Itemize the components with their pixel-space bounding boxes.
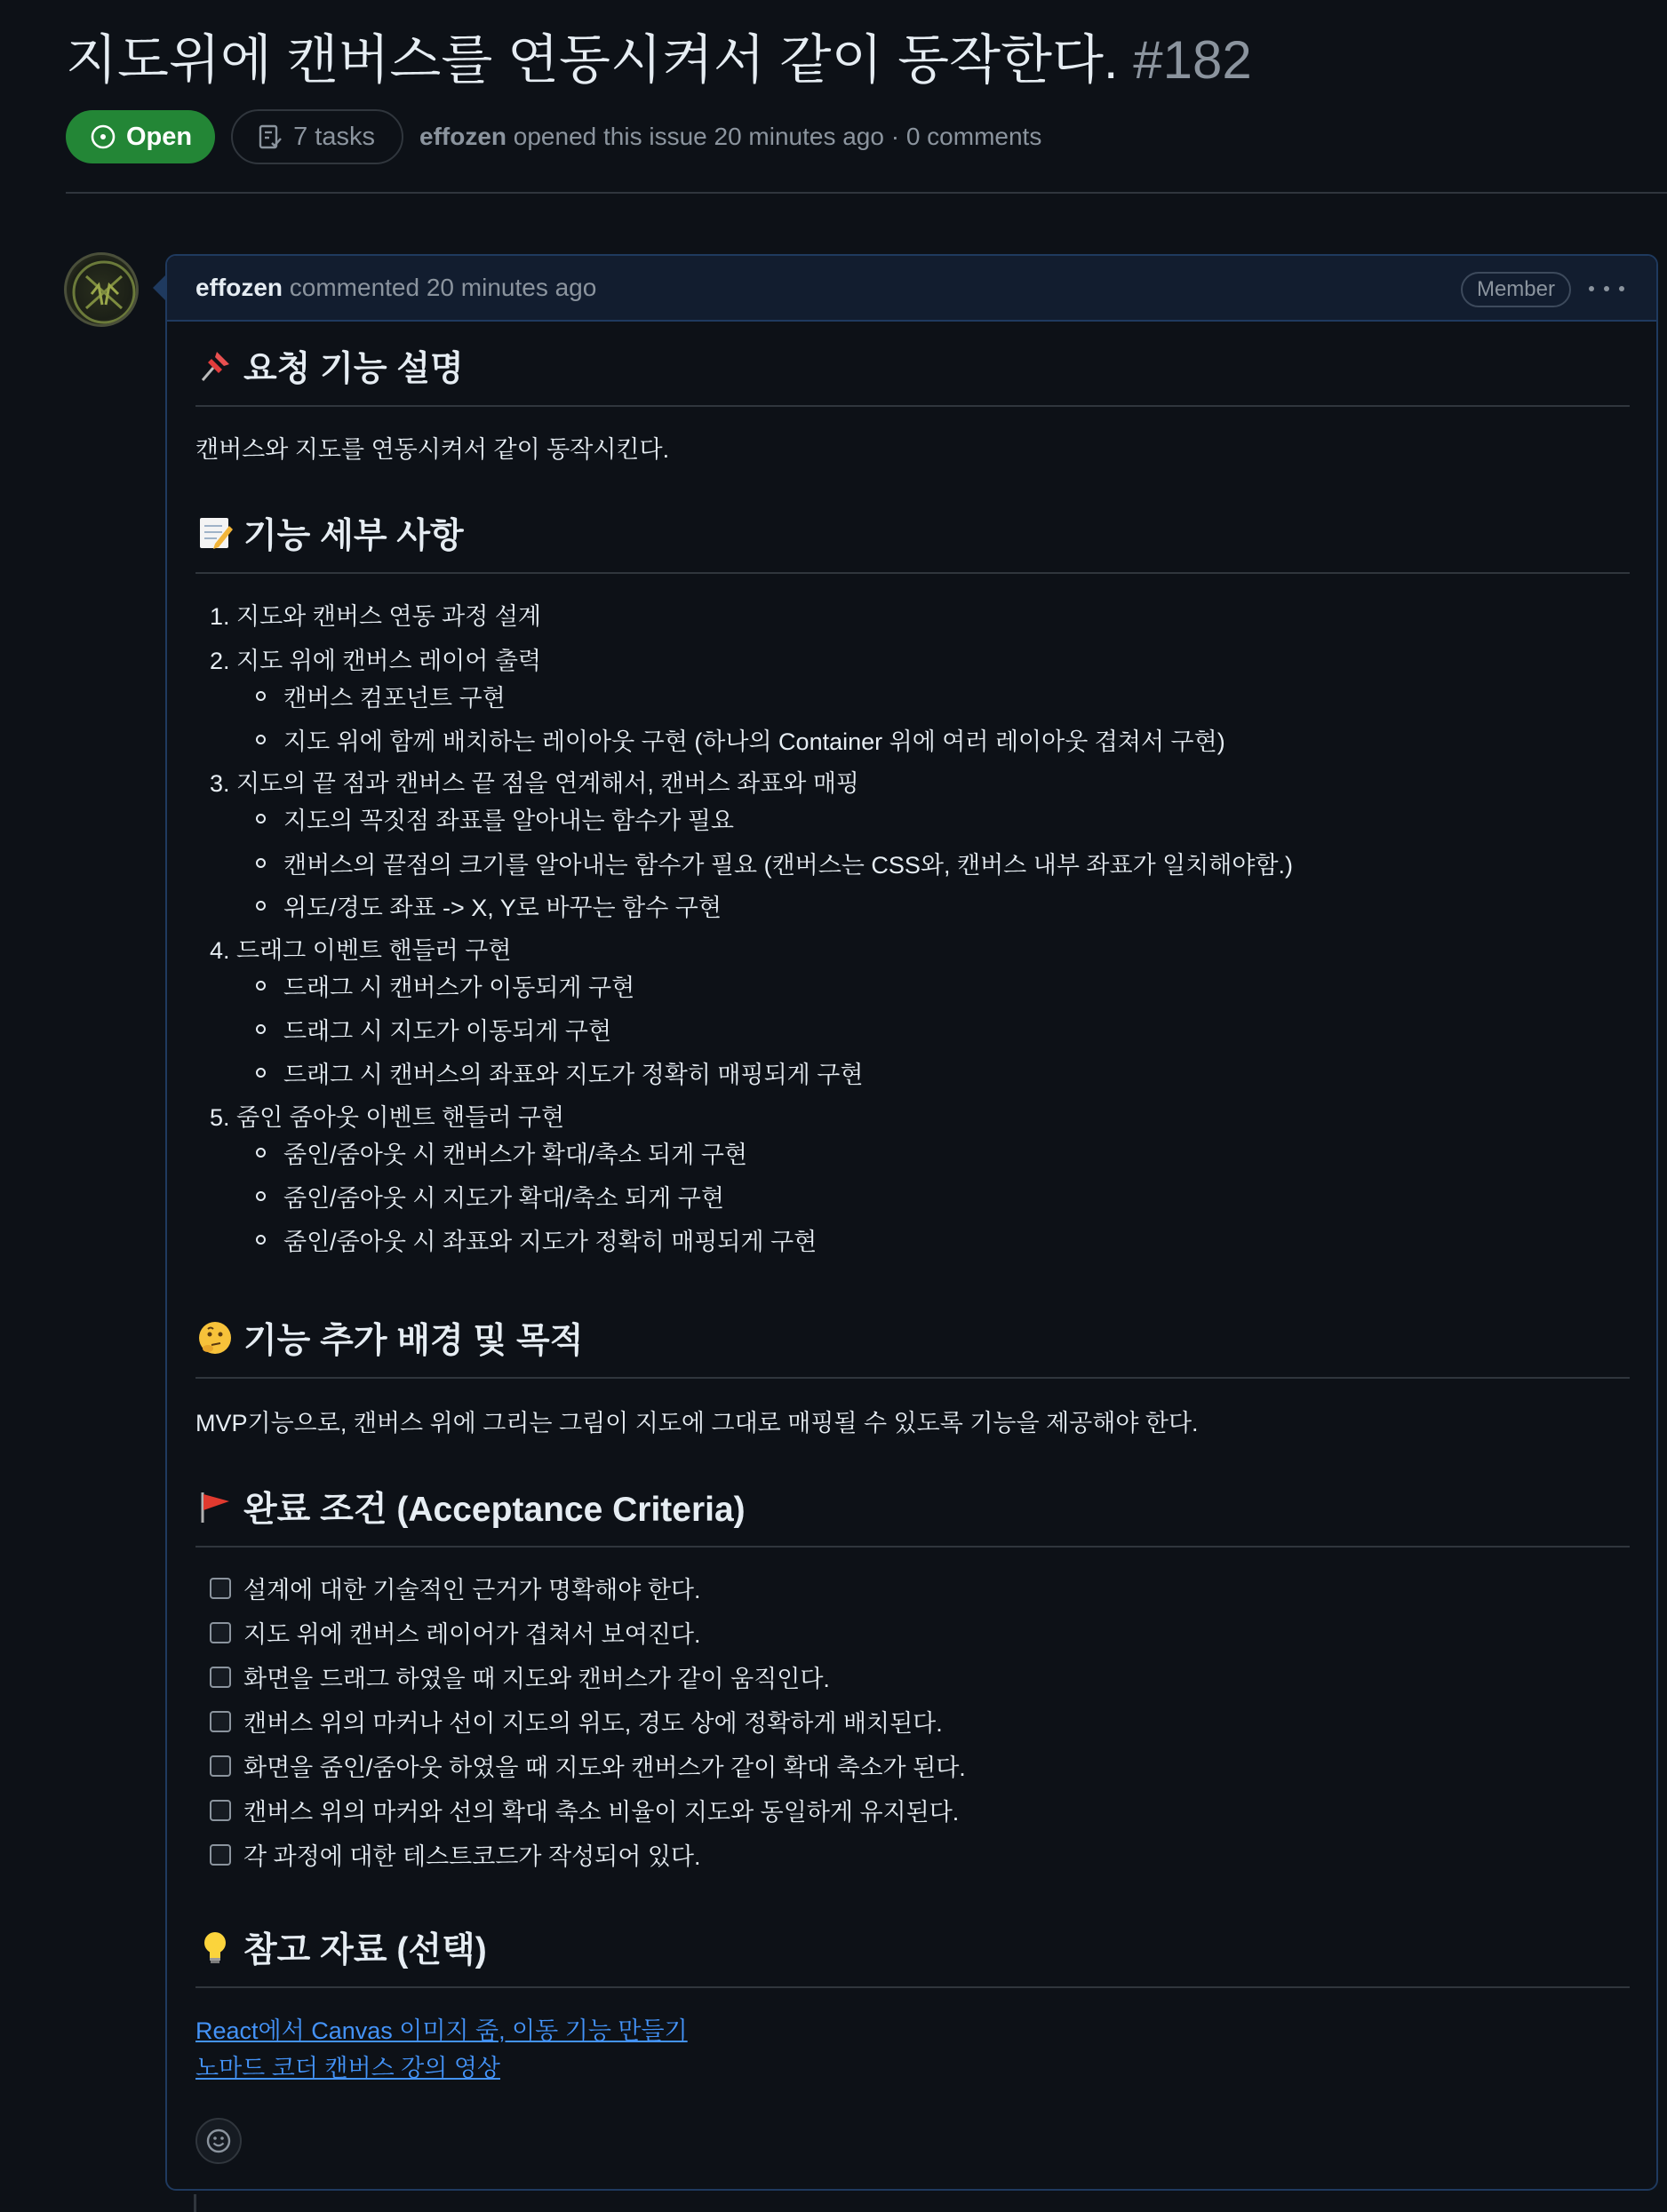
section-heading-background (195, 1313, 583, 1363)
avatar[interactable] (64, 252, 139, 327)
section-divider (195, 1377, 1630, 1379)
detail-subitem (256, 679, 506, 713)
task-list-item (210, 1748, 966, 1783)
issue-comment (165, 254, 1658, 2191)
detail-subitem-text: 줌인/줌아웃 시 지도가 확대/축소 되게 구현 (283, 1185, 724, 1212)
section-heading-details (195, 508, 464, 558)
comment-author-link[interactable]: effozen (195, 274, 283, 301)
section-heading-request (195, 341, 464, 391)
bullet-icon (256, 981, 266, 991)
section-heading-references-text: 참고 자료 (선택) (243, 1931, 487, 1969)
task-list-item (210, 1571, 700, 1605)
issue-title (66, 25, 1252, 96)
detail-subitem (256, 1135, 747, 1170)
bullet-icon (256, 735, 266, 744)
request-text: 캔버스와 지도를 연동시켜서 같이 동작시킨다. (195, 436, 670, 463)
comment-pointer (153, 275, 165, 300)
task-list-item (210, 1704, 943, 1739)
detail-subitem (256, 888, 722, 923)
task-text: 각 과정에 대한 테스트코드가 작성되어 있다. (243, 1843, 701, 1870)
bullet-icon (256, 858, 266, 868)
detail-subitem (256, 722, 1225, 757)
task-list-item (210, 1793, 959, 1827)
task-text: 캔버스 위의 마커나 선이 지도의 위도, 경도 상에 정확하게 배치된다. (243, 1710, 943, 1737)
task-checkbox[interactable] (210, 1844, 231, 1866)
light-bulb-icon (195, 1928, 235, 1967)
tasks-count: 7 tasks (293, 122, 375, 151)
detail-subitem (256, 968, 634, 1003)
kebab-dot-icon (1604, 286, 1609, 291)
timeline-line (194, 2194, 196, 2212)
task-list-item (210, 1615, 700, 1650)
detail-subitem-text: 지도 위에 함께 배치하는 레이아웃 구현 (하나의 Container 위에 여러 레이아웃 겹쳐서 구현) (283, 728, 1225, 755)
task-checkbox[interactable] (210, 1800, 231, 1821)
state-badge (66, 110, 215, 163)
task-text: 캔버스 위의 마커와 선의 확대 축소 비율이 지도와 동일하게 유지된다. (243, 1799, 960, 1826)
header-divider (66, 192, 1667, 194)
section-heading-request-text: 요청 기능 설명 (243, 350, 464, 388)
issue-meta (66, 110, 1041, 163)
task-text: 설계에 대한 기술적인 근거가 명확해야 한다. (243, 1577, 701, 1603)
tasks-button[interactable] (231, 109, 403, 164)
detail-subitem (256, 1179, 724, 1213)
bullet-icon (256, 691, 266, 701)
task-checkbox[interactable] (210, 1578, 231, 1599)
section-heading-acceptance (195, 1482, 746, 1532)
red-flag-icon (195, 1487, 235, 1526)
detail-subitem-text: 캔버스 컴포넌트 구현 (283, 685, 506, 712)
bullet-icon (256, 1148, 266, 1158)
section-divider (195, 572, 1630, 574)
section-heading-acceptance-text: 완료 조건 (Acceptance Criteria) (243, 1491, 746, 1529)
member-badge: Member (1461, 272, 1571, 307)
section-divider (195, 405, 1630, 407)
reference-link[interactable]: 노마드 코더 캔버스 강의 영상 (195, 2055, 500, 2081)
reference-link[interactable]: React에서 Canvas 이미지 줌, 이동 기능 만들기 (195, 2017, 688, 2044)
bullet-icon (256, 1068, 266, 1078)
detail-subitem-text: 줌인/줌아웃 시 캔버스가 확대/축소 되게 구현 (283, 1142, 747, 1168)
issue-opened-icon (89, 123, 117, 151)
detail-subitem (256, 1222, 817, 1257)
detail-subitem (256, 1055, 863, 1090)
kebab-dot-icon (1589, 286, 1594, 291)
state-label: Open (126, 122, 193, 151)
detail-subitem-text: 위도/경도 좌표 -> X, Y로 바꾸는 함수 구현 (283, 895, 722, 921)
pushpin-icon (195, 346, 235, 386)
section-divider (195, 1986, 1630, 1988)
memo-icon (195, 513, 235, 553)
bullet-icon (256, 1191, 266, 1201)
detail-subitem-text: 드래그 시 지도가 이동되게 구현 (283, 1018, 612, 1045)
detail-subitem (256, 1012, 611, 1046)
avatar-emblem-icon (67, 255, 139, 327)
issue-opened-info (419, 123, 1041, 151)
task-checkbox[interactable] (210, 1755, 231, 1777)
detail-subitem-text: 캔버스의 끝점의 크기를 알아내는 함수가 필요 (캔버스는 CSS와, 캔버스 내부 좌표가 일치해야함.) (283, 852, 1294, 879)
task-list-item (210, 1837, 700, 1872)
detail-subitem (256, 846, 1293, 880)
section-heading-background-text: 기능 추가 배경 및 목적 (243, 1322, 584, 1360)
bullet-icon (256, 901, 266, 911)
detail-item-1: 1. 지도와 캔버스 연동 과정 설계 (210, 603, 542, 630)
comment-meta (195, 274, 596, 302)
task-checkbox[interactable] (210, 1711, 231, 1732)
comment-header (167, 256, 1656, 322)
detail-subitem-text: 드래그 시 캔버스가 이동되게 구현 (283, 975, 635, 1001)
issue-number: #182 (1133, 30, 1252, 90)
bullet-icon (256, 1024, 266, 1034)
section-heading-details-text: 기능 세부 사항 (243, 517, 464, 555)
comment-time: commented 20 minutes ago (289, 274, 597, 301)
issue-title-text: 지도위에 캔버스를 연동시켜서 같이 동작한다. (66, 30, 1119, 90)
detail-item-5: 5. 줌인 줌아웃 이벤트 핸들러 구현 (210, 1104, 565, 1131)
comment-options-button[interactable] (1589, 274, 1624, 304)
task-text: 화면을 드래그 하였을 때 지도와 캔버스가 같이 움직인다. (243, 1666, 830, 1692)
checklist-icon (256, 123, 284, 151)
task-list-item (210, 1659, 830, 1694)
issue-author-link[interactable]: effozen (419, 123, 506, 150)
issue-opened-suffix: opened this issue 20 minutes ago · 0 comments (513, 123, 1042, 150)
section-divider (195, 1546, 1630, 1548)
detail-item-4: 4. 드래그 이벤트 핸들러 구현 (210, 937, 512, 964)
thinking-face-icon (195, 1318, 235, 1357)
task-text: 화면을 줌인/줌아웃 하였을 때 지도와 캔버스가 같이 확대 축소가 된다. (243, 1754, 966, 1781)
detail-subitem (256, 801, 734, 836)
detail-subitem-text: 지도의 꼭짓점 좌표를 알아내는 함수가 필요 (283, 808, 734, 834)
add-reaction-button[interactable] (195, 2118, 242, 2164)
task-checkbox[interactable] (210, 1667, 231, 1688)
task-checkbox[interactable] (210, 1622, 231, 1643)
section-heading-references (195, 1922, 487, 1972)
detail-subitem-text: 줌인/줌아웃 시 좌표와 지도가 정확히 매핑되게 구현 (283, 1229, 818, 1255)
background-text: MVP기능으로, 캔버스 위에 그리는 그림이 지도에 그대로 매핑될 수 있도록 기능을 제공해야 한다. (195, 1410, 1199, 1436)
detail-subitem-text: 드래그 시 캔버스의 좌표와 지도가 정확히 매핑되게 구현 (283, 1062, 864, 1088)
detail-item-3: 3. 지도의 끝 점과 캔버스 끝 점을 연계해서, 캔버스 좌표와 매핑 (210, 770, 860, 797)
bullet-icon (256, 814, 266, 824)
smiley-icon (204, 2127, 233, 2155)
detail-item-2: 2. 지도 위에 캔버스 레이어 출력 (210, 648, 542, 674)
bullet-icon (256, 1235, 266, 1245)
task-text: 지도 위에 캔버스 레이어가 겹쳐서 보여진다. (243, 1621, 701, 1648)
kebab-dot-icon (1619, 286, 1624, 291)
